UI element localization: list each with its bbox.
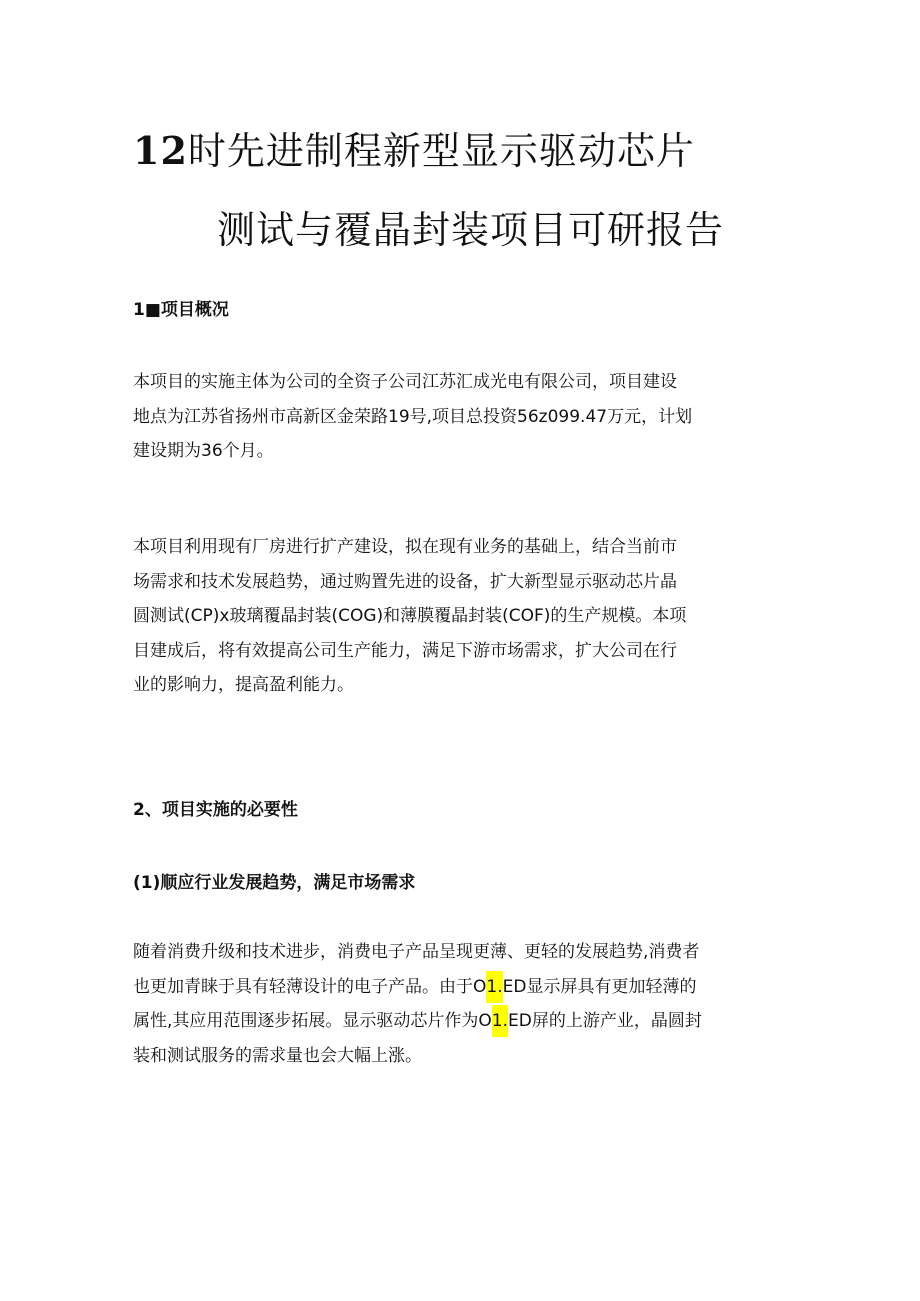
- paragraph-line: 随着消费升级和技术进步，消费电子产品呈现更薄、更轻的发展趋势,消费者: [133, 942, 700, 962]
- paragraph-line: 建设期为36个月。: [133, 441, 274, 461]
- document-title-line-2: 测试与覆晶封装项目可研报告: [217, 208, 725, 252]
- text-run: 也更加青睐于具有轻薄设计的电子产品。由于O: [133, 976, 487, 997]
- subsection-1-paragraph: [133, 935, 801, 1073]
- section-1-paragraph-1: [133, 365, 801, 469]
- paragraph-line: 地点为江苏省扬州市高新区金荣路19号,项目总投资56z099.47万元，计划: [133, 406, 693, 427]
- paragraph-line: [133, 1004, 801, 1039]
- text-run: ED屏的上游产业，晶圆封: [508, 1011, 702, 1031]
- paragraph-line: 场需求和技术发展趋势，通过购置先进的设备，扩大新型显示驱动芯片晶: [133, 571, 677, 592]
- section-1-heading: 1■项目概况: [133, 300, 229, 320]
- highlighted-text: 1.: [486, 971, 502, 1003]
- section-1-paragraph-2: [133, 530, 801, 703]
- paragraph-line: 本项目利用现有厂房进行扩产建设，拟在现有业务的基础上，结合当前市: [133, 537, 677, 557]
- subsection-1-heading: (1)顺应行业发展趋势，满足市场需求: [133, 873, 416, 893]
- text-run: 属性,其应用范围逐步拓展。显示驱动芯片作为O: [133, 1011, 492, 1031]
- paragraph-line: 圆测试(CP)x玻璃覆晶封装(COG)和薄膜覆晶封装(COF)的生产规模。本项: [133, 606, 687, 626]
- paragraph-line: 业的影响力，提高盈利能力。: [133, 675, 354, 695]
- title-number: 12: [133, 128, 188, 173]
- text-run: ED显示屏具有更加轻薄的: [502, 976, 697, 997]
- title-text-1: 时先进制程新型显示驱动芯片: [187, 129, 695, 173]
- paragraph-line: 目建成后，将有效提高公司生产能力，满足下游市场需求，扩大公司在行: [133, 640, 677, 661]
- section-2-heading: 2、项目实施的必要性: [133, 800, 298, 820]
- highlighted-text: 1.: [492, 1005, 508, 1037]
- paragraph-line: [133, 970, 801, 1005]
- paragraph-line: 装和测试服务的需求量也会大幅上涨。: [133, 1045, 422, 1066]
- paragraph-line: 本项目的实施主体为公司的全资子公司江苏汇成光电有限公司，项目建设: [133, 372, 677, 392]
- document-title-line-1: [133, 126, 695, 176]
